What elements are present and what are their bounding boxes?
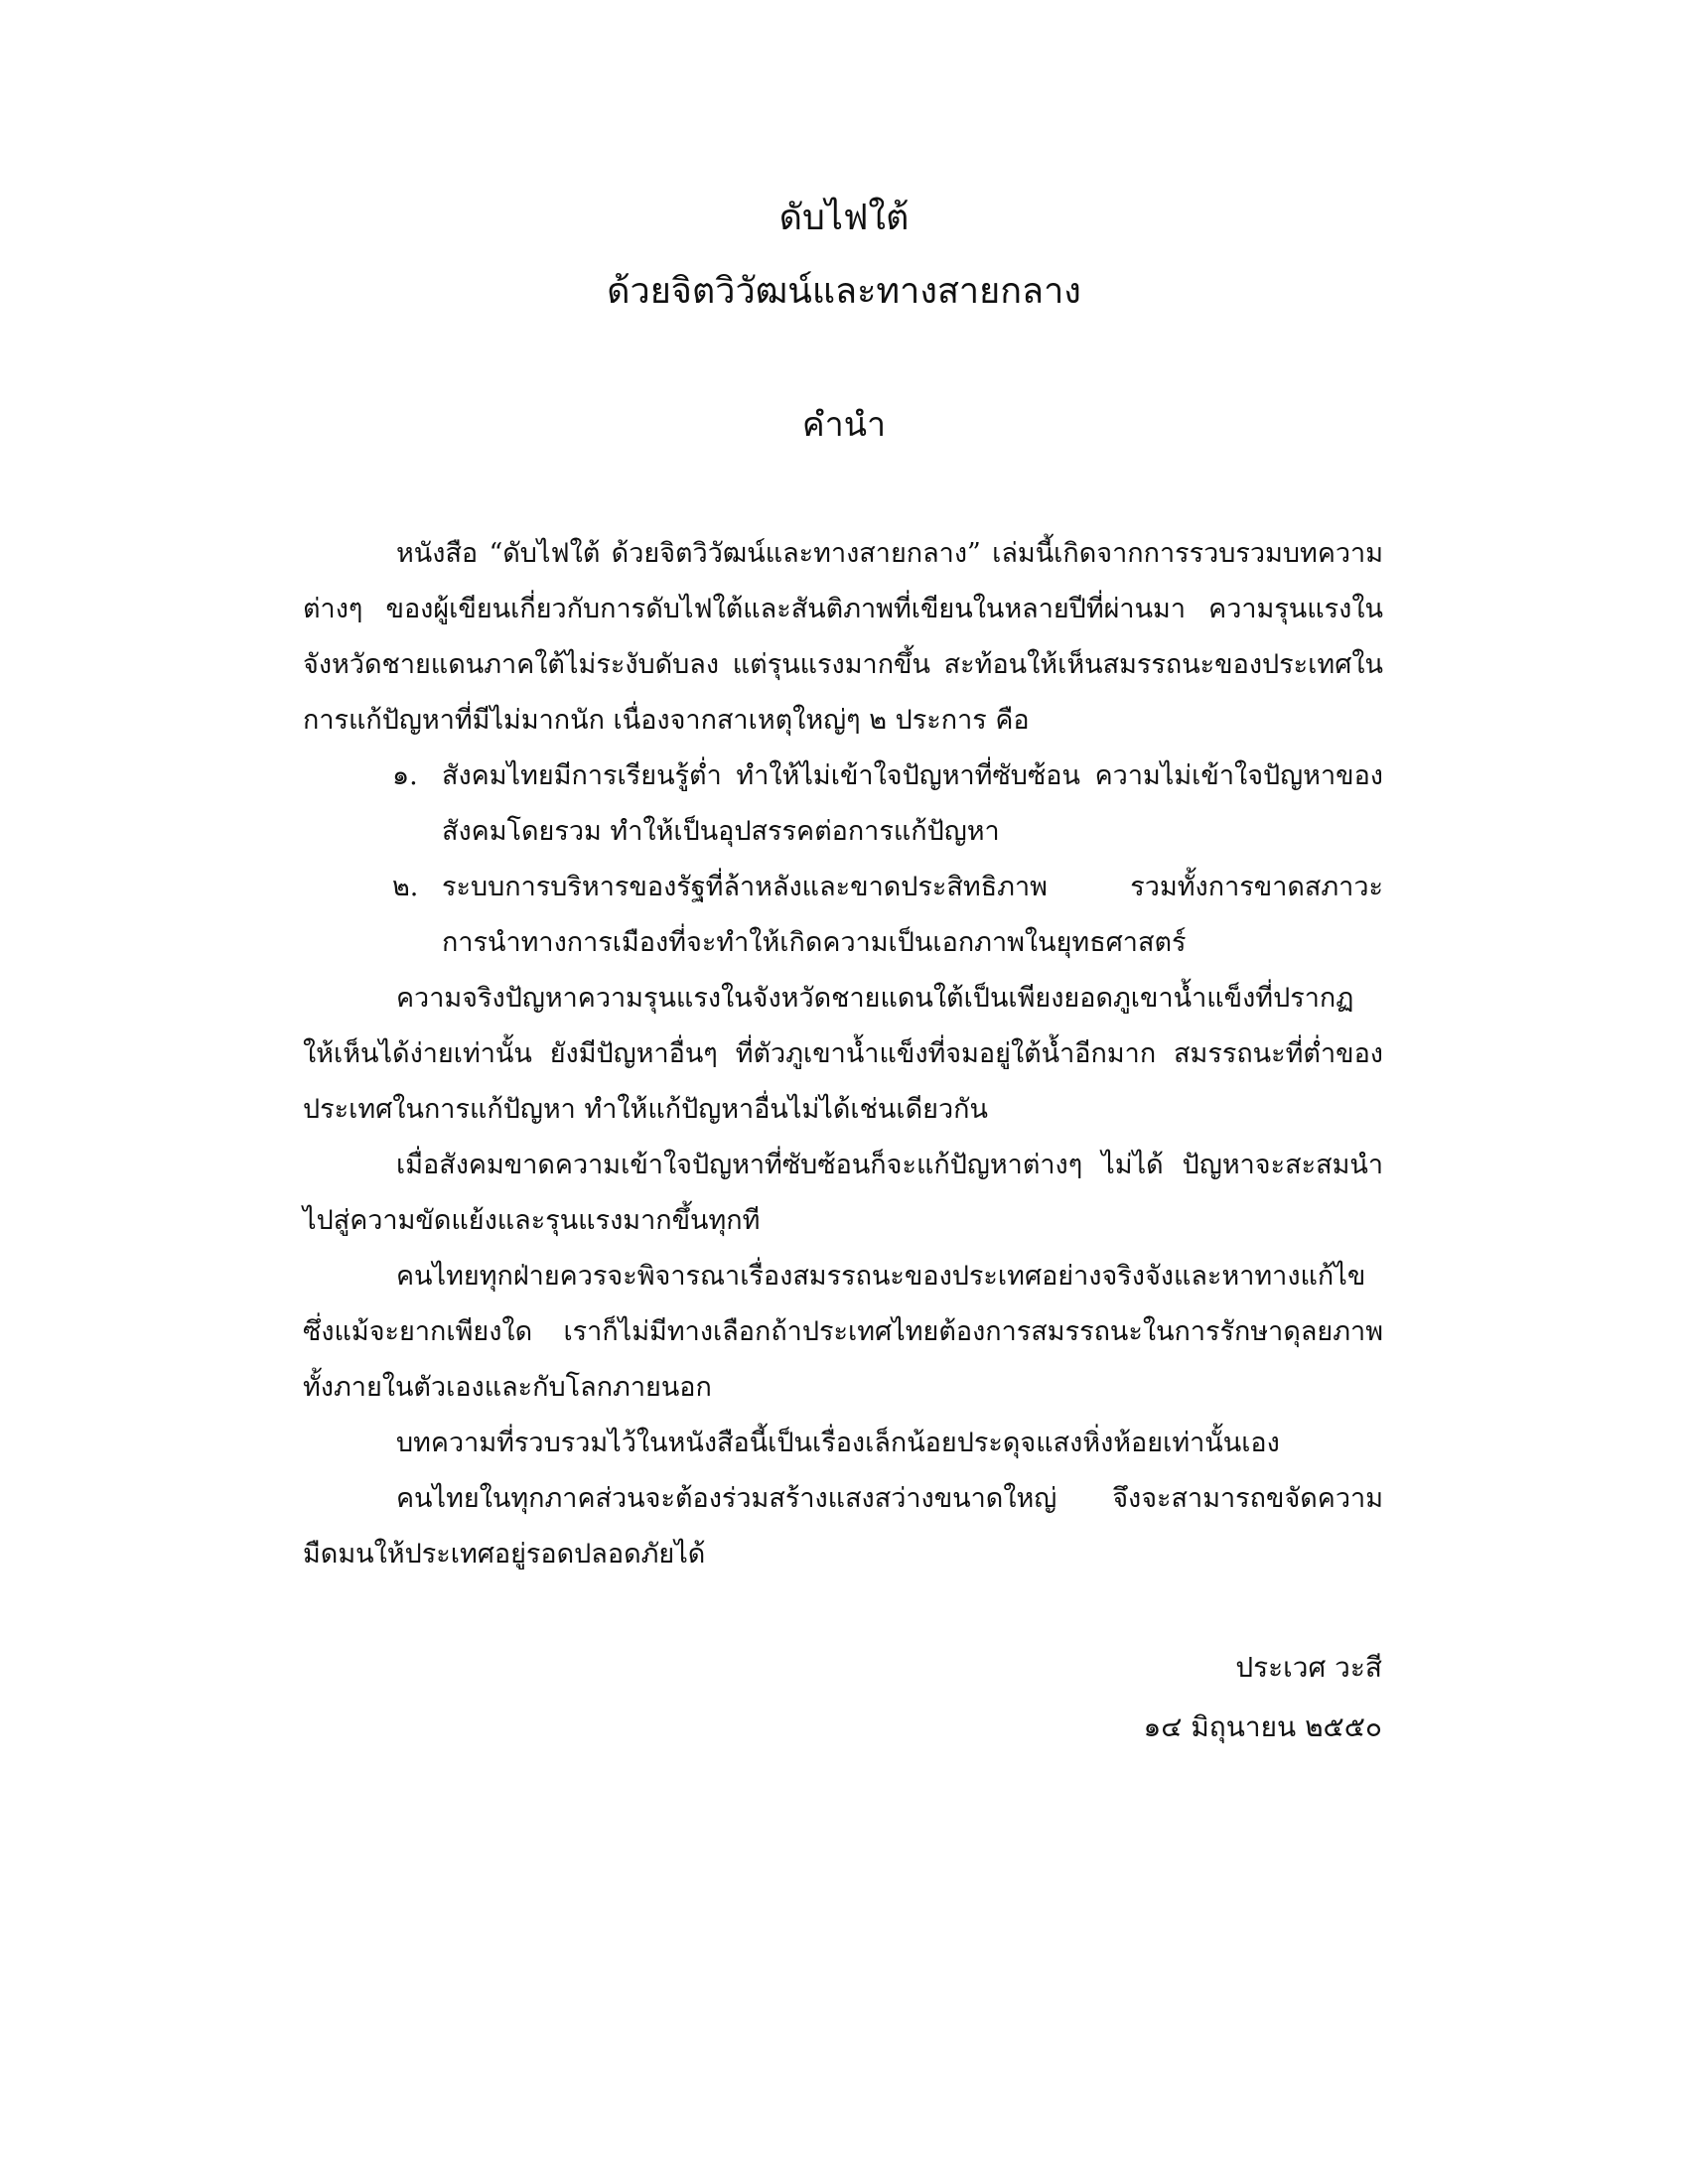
section-heading: คำนำ (801, 405, 887, 445)
body-paragraph: ความจริงปัญหาความรุนแรงในจังหวัดชายแดนใต้เป็นเพียงยอดภูเขาน้ำแข็งที่ปรากฏให้เห็นได้ง่ายเท่านั้น ยังมีปัญหาอื่นๆ ที่ตัวภูเขาน้ำแข็งที่จมอยู่ใต้น้ำอีกมาก สมรรถนะที่ต่ำของประเทศในการแก้ปัญหา ทำให้แก้ปัญหาอื่นไม่ได้เช่นเดียวกัน (303, 983, 1383, 1125)
body-paragraph: คนไทยในทุกภาคส่วนจะต้องร่วมสร้างแสงสว่างขนาดใหญ่ จึงจะสามารถขจัดความมืดมนให้ประเทศอยู่รอดปลอดภัยได้ (303, 1483, 1383, 1570)
signature-date: ๑๔ มิถุนายน ๒๕๕๐ (1143, 1710, 1382, 1743)
list-item-text: ระบบการบริหารของรัฐที่ล้าหลังและขาดประสิทธิภาพ รวมทั้งการขาดสภาวะการนำทางการเมืองที่จะทำให้เกิดความเป็นเอกภาพในยุทธศาสตร์ (442, 872, 1383, 958)
document-title: ดับไฟใต้ (778, 198, 910, 238)
document-subtitle: ด้วยจิตวิวัฒน์และทางสายกลาง (607, 271, 1081, 312)
intro-paragraph: หนังสือ “ดับไฟใต้ ด้วยจิตวิวัฒน์และทางสายกลาง” เล่มนี้เกิดจากการรวบรวมบทความต่างๆ ของผู้เขียนเกี่ยวกับการดับไฟใต้และสันติภาพที่เขียนในหลายปีที่ผ่านมา ความรุนแรงในจังหวัดชายแดนภาคใต้ไม่ระงับดับลง แต่รุนแรงมากขึ้น สะท้อนให้เห็นสมรรถนะของประเทศในการแก้ปัญหาที่มีไม่มากนัก เนื่องจากสาเหตุใหญ่ๆ ๒ ประการ คือ (303, 538, 1383, 736)
list-item-text: สังคมไทยมีการเรียนรู้ต่ำ ทำให้ไม่เข้าใจปัญหาที่ซับซ้อน ความไม่เข้าใจปัญหาของสังคมโดยรวม ทำให้เป็นอุปสรรคต่อการแก้ปัญหา (442, 760, 1383, 847)
document-body (303, 526, 1383, 1582)
body-paragraph: คนไทยทุกฝ่ายควรจะพิจารณาเรื่องสมรรถนะของประเทศอย่างจริงจังและหาทางแก้ไข ซึ่งแม้จะยากเพียงใด เราก็ไม่มีทางเลือกถ้าประเทศไทยต้องการสมรรถนะในการรักษาดุลยภาพทั้งภายในตัวเองและกับโลกภายนอก (303, 1261, 1383, 1403)
list-item-number: ๒. (392, 872, 419, 902)
reason-list (303, 749, 1383, 971)
body-paragraph: เมื่อสังคมขาดความเข้าใจปัญหาที่ซับซ้อนก็จะแก้ปัญหาต่างๆ ไม่ได้ ปัญหาจะสะสมนำไปสู่ความขัดแย้งและรุนแรงมากขึ้นทุกที (303, 1150, 1383, 1236)
list-item (303, 749, 1383, 860)
list-item (303, 860, 1383, 971)
list-item-number: ๑. (392, 760, 418, 791)
body-paragraph: บทความที่รวบรวมไว้ในหนังสือนี้เป็นเรื่องเล็กน้อยประดุจแสงหิ่งห้อยเท่านั้นเอง (396, 1428, 1280, 1458)
author-name: ประเวศ วะสี (1235, 1651, 1382, 1684)
